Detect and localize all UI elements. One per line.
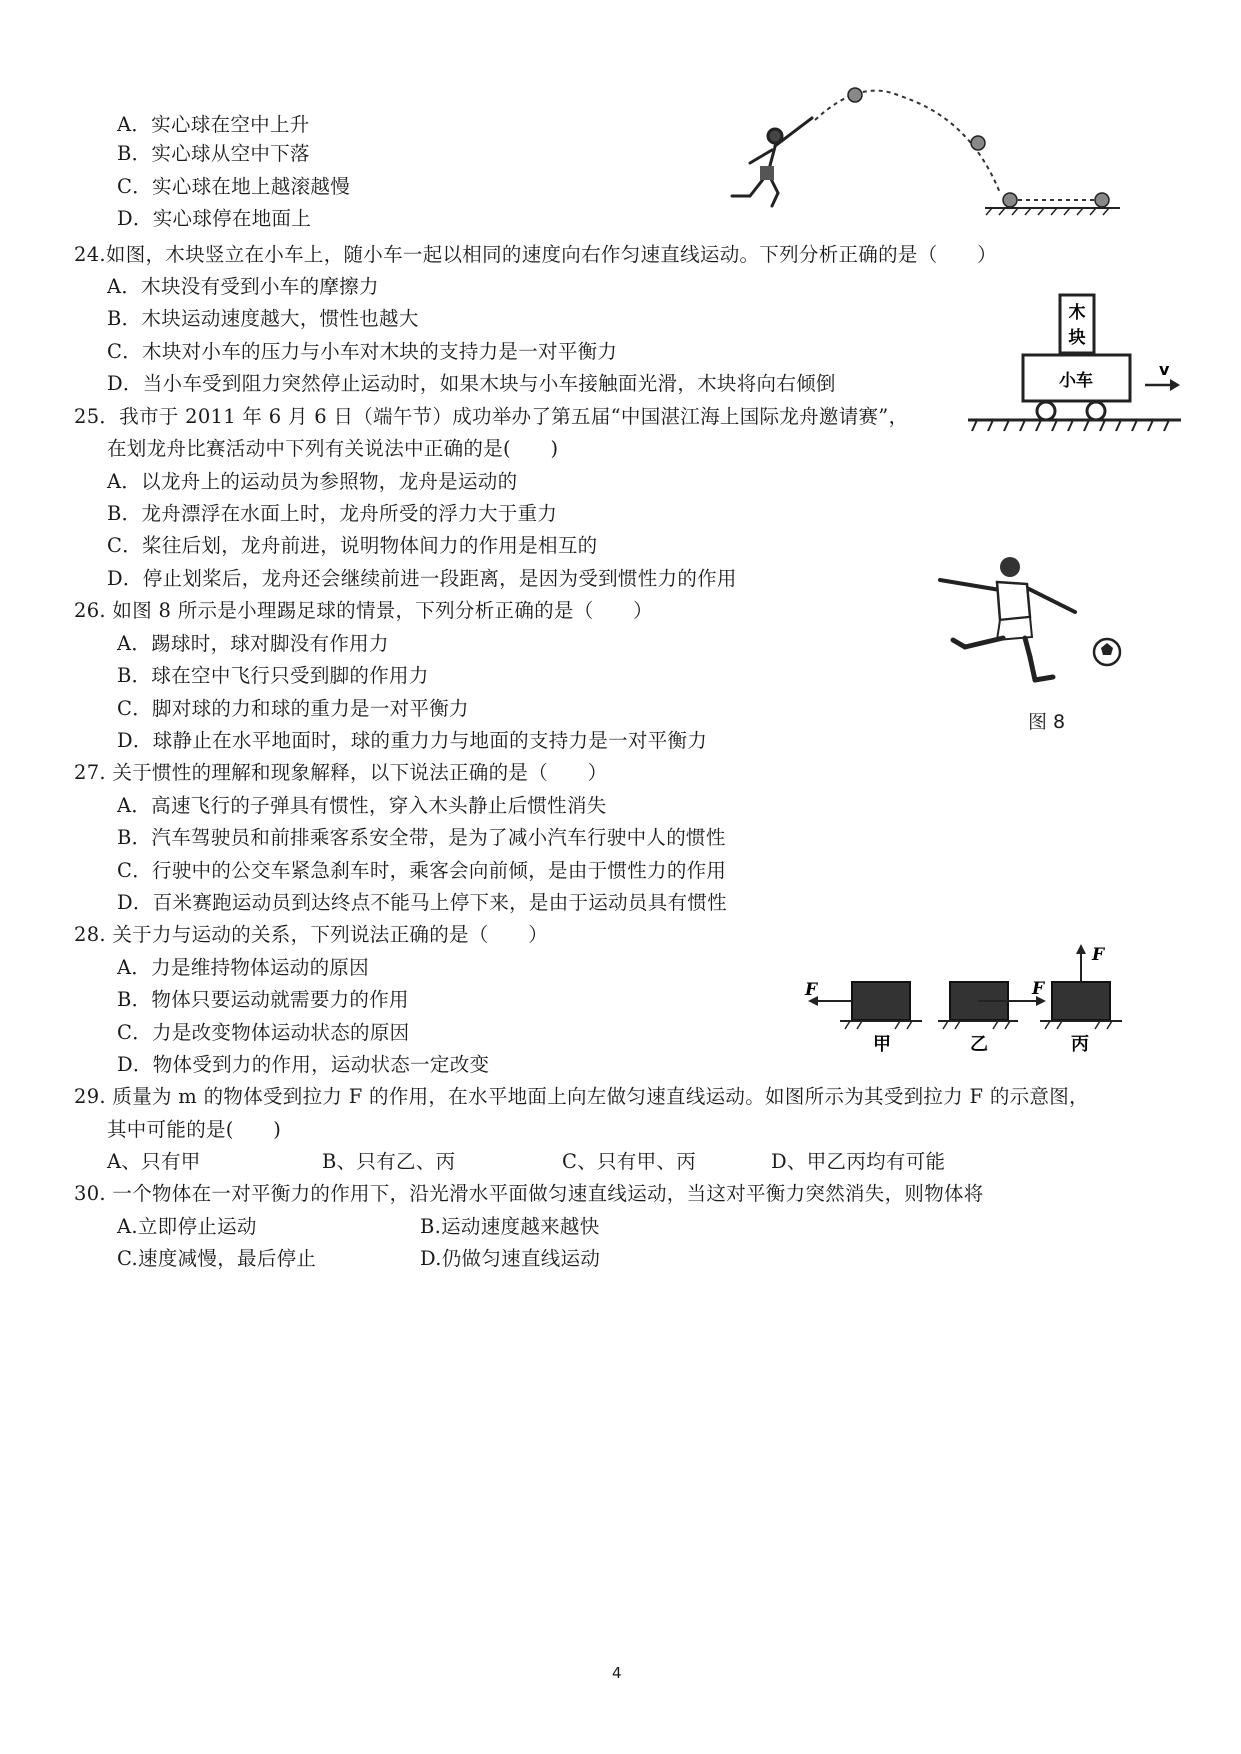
- q30-option-d: D.仍做匀速直线运动: [420, 1247, 601, 1270]
- q23-option-a: A．实心球在空中上升: [117, 113, 310, 136]
- force-label-yi: F: [1032, 979, 1045, 999]
- velocity-label: v: [1159, 360, 1170, 379]
- q28-option-a: A．力是维持物体运动的原因: [117, 956, 369, 979]
- q26-option-b: B．球在空中飞行只受到脚的作用力: [117, 664, 429, 687]
- q28-option-b: B．物体只要运动就需要力的作用: [117, 988, 409, 1011]
- q24-option-b: B．木块运动速度越大，惯性也越大: [107, 307, 419, 330]
- q27-stem: 27. 关于惯性的理解和现象解释，以下说法正确的是（ ）: [74, 761, 608, 784]
- q29-option-d: D、甲乙丙均有可能: [771, 1150, 946, 1173]
- q26-stem: 26. 如图 8 所示是小理踢足球的情景，下列分析正确的是（ ）: [74, 599, 653, 622]
- force-label-jia: F: [805, 980, 818, 1000]
- q24-option-a: A．木块没有受到小车的摩擦力: [107, 275, 379, 298]
- q25-option-c: C．桨往后划，龙舟前进，说明物体间力的作用是相互的: [107, 534, 598, 557]
- soccer-kick-figure: [935, 552, 1135, 692]
- shot-put-figure: [720, 78, 1160, 223]
- q27-option-c: C．行驶中的公交车紧急刹车时，乘客会向前倾，是由于惯性力的作用: [117, 859, 727, 882]
- force-diagram-figure: [800, 940, 1130, 1060]
- q29-stem-line2: 其中可能的是( ): [107, 1118, 282, 1141]
- q25-option-d: D．停止划桨后，龙舟还会继续前进一段距离，是因为受到惯性力的作用: [107, 567, 737, 590]
- q26-option-d: D．球静止在水平地面时，球的重力力与地面的支持力是一对平衡力: [117, 729, 708, 752]
- cart-block-figure: [963, 290, 1193, 440]
- label-yi: 乙: [970, 1034, 988, 1055]
- q23-option-b: B．实心球从空中下落: [117, 142, 310, 165]
- q27-option-d: D．百米赛跑运动员到达终点不能马上停下来，是由于运动员具有惯性: [117, 891, 727, 914]
- q27-option-a: A．高速飞行的子弹具有惯性，穿入木头静止后惯性消失: [117, 794, 607, 817]
- q27-option-b: B．汽车驾驶员和前排乘客系安全带，是为了减小汽车行驶中人的惯性: [117, 826, 726, 849]
- q28-option-d: D．物体受到力的作用，运动状态一定改变: [117, 1053, 490, 1076]
- q28-stem: 28. 关于力与运动的关系，下列说法正确的是（ ）: [74, 923, 549, 946]
- q25-stem-line2: 在划龙舟比赛活动中下列有关说法中正确的是( ): [107, 437, 559, 460]
- q28-option-c: C．力是改变物体运动状态的原因: [117, 1021, 410, 1044]
- figure-8-caption: 图 8: [1028, 711, 1066, 733]
- cart-label: 小车: [1059, 371, 1093, 391]
- q29-stem-line1: 29. 质量为 m 的物体受到拉力 F 的作用，在水平地面上向左做匀速直线运动。如图所示为其受到拉力 F 的示意图，: [74, 1085, 1089, 1108]
- q23-option-c: C．实心球在地上越滚越慢: [117, 175, 351, 198]
- q30-option-a: A.立即停止运动: [117, 1215, 257, 1238]
- block-jia: [852, 982, 910, 1020]
- q25-option-b: B．龙舟漂浮在水面上时，龙舟所受的浮力大于重力: [107, 502, 558, 525]
- q24-option-d: D．当小车受到阻力突然停止运动时，如果木块与小车接触面光滑，木块将向右倾倒: [107, 372, 836, 395]
- q29-option-b: B、只有乙、丙: [322, 1150, 456, 1173]
- cart-wheel-left: [1037, 402, 1055, 420]
- q25-option-a: A．以龙舟上的运动员为参照物，龙舟是运动的: [107, 470, 518, 493]
- q26-option-a: A．踢球时，球对脚没有作用力: [117, 632, 389, 655]
- q24-stem: 24.如图，木块竖立在小车上，随小车一起以相同的速度向右作匀速直线运动。下列分析正确的是（ ）: [74, 243, 997, 266]
- label-jia: 甲: [873, 1034, 891, 1055]
- q29-option-c: C、只有甲、丙: [562, 1150, 697, 1173]
- block-label-1: 木: [1068, 303, 1086, 323]
- force-label-bing: F: [1092, 945, 1105, 965]
- q29-option-a: A、只有甲: [107, 1150, 201, 1173]
- q30-option-b: B.运动速度越来越快: [420, 1215, 600, 1238]
- block-label-2: 块: [1068, 328, 1086, 348]
- q30-stem: 30. 一个物体在一对平衡力的作用下，沿光滑水平面做匀速直线运动，当这对平衡力突然消失，则物体将: [74, 1182, 984, 1205]
- q30-option-c: C.速度减慢，最后停止: [117, 1247, 317, 1270]
- label-bing: 丙: [1071, 1034, 1089, 1055]
- cart-wheel-right: [1087, 402, 1105, 420]
- q26-option-c: C．脚对球的力和球的重力是一对平衡力: [117, 697, 469, 720]
- block-bing: [1052, 982, 1110, 1020]
- q23-option-d: D．实心球停在地面上: [117, 207, 312, 230]
- q25-stem-line1: 25．我市于 2011 年 6 月 6 日（端午节）成功举办了第五届“中国湛江海上国际龙舟邀请赛”，: [74, 405, 909, 428]
- q24-option-c: C．木块对小车的压力与小车对木块的支持力是一对平衡力: [107, 340, 618, 363]
- page-number: 4: [612, 1664, 622, 1682]
